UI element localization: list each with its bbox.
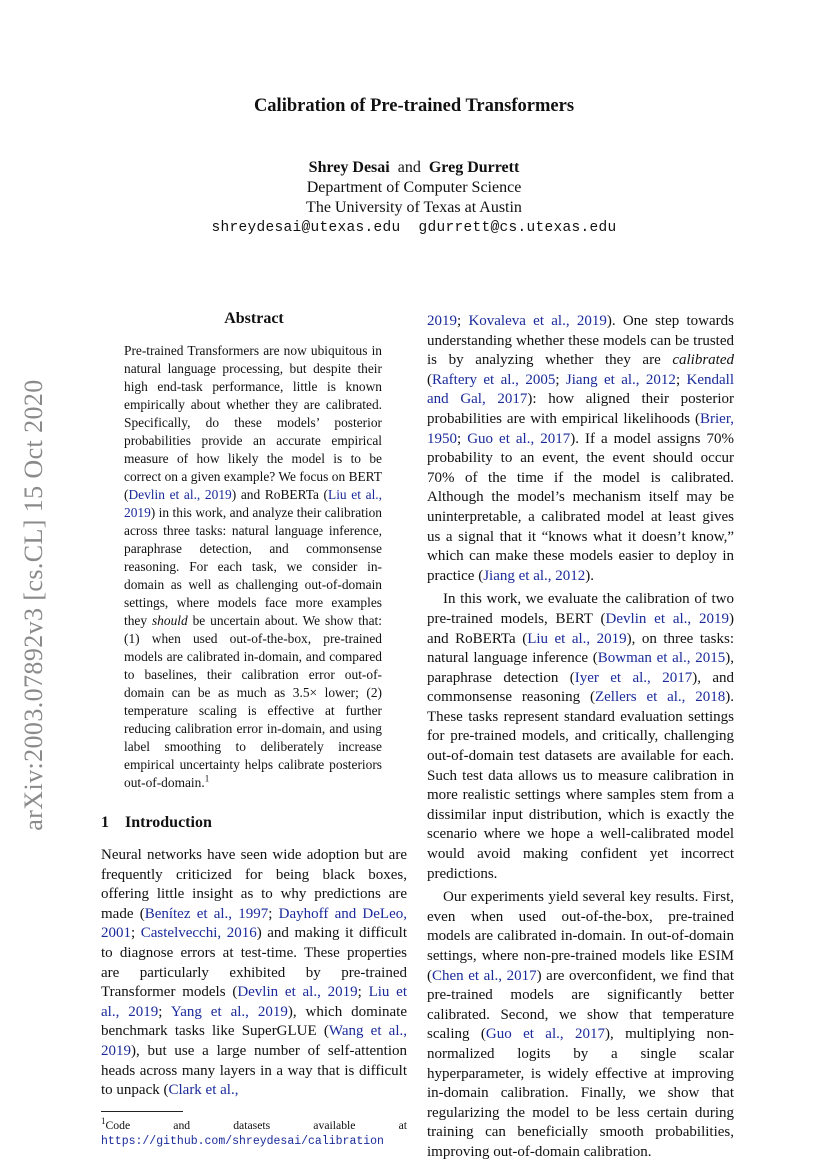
citation-link[interactable]: Liu et al., 2019 [124,487,382,520]
citation-link[interactable]: Bowman et al., 2015 [597,650,726,667]
arxiv-identifier [14,365,54,845]
citation-link[interactable]: Chen et al., 2017 [432,967,537,984]
citation-link[interactable]: Kovaleva et al., 2019 [468,313,607,329]
left-column [101,310,407,1149]
citation-link[interactable]: Liu et al., 2019 [527,630,627,647]
citation-link[interactable]: Guo et al., 2017 [467,430,571,447]
intro-paragraph-1-continued: 2019; Kovaleva et al., 2019). One step towards understanding whether these models can be trusted is by analyzing whether they are calibrated (Raftery et al., 2005; Jiang et al., 2012; Kendall and Gal, 2017): how aligned their posterior probabilities are with empirical likelihoods (Brier, 1950; Guo et al., 2017). If a model assigns 70% probability to an event, the event should occur 70% of the time if the model is calibrated. Although the model’s mechanism itself may be uninterpretable, a calibrated model at least gives us a signal that it “knows what it doesn’t know,” which can make these models easier to deploy in practice (Jiang et al., 2012). [427,313,735,584]
abstract-text: Pre-trained Transformers are now ubiquitous in natural language processing, but despite their high end-task performance, little is known empirically about whether they are calibrated. Specifically, do these models’ posterior probabilities provide an accurate empirical measure of how likely the model is to be correct on a given example? We focus on BERT (Devlin et al., 2019) and RoBERTa (Liu et al., 2019) in this work, and analyze their calibration across three tasks: natural language inference, paraphrase detection, and commonsense reasoning. For each task, we consider in-domain as well as challenging out-of-domain settings, where models face more examples they should be uncertain about. We show that: (1) when used out-of-the-box, pre-trained models are calibrated in-domain, and compared to baselines, their calibration error out-of-domain can be as much as 3.5× lower; (2) temperature scaling is effective at further reducing calibration error in-domain, and using label smoothing to deliberately increase empirical uncertainty helps calibrate posteriors out-of-domain.$^1$ [124,343,382,790]
footnote: $^1$Code and datasets available at https://github.com/shreydesai/calibration [101,1115,407,1148]
citation-link[interactable]: Jiang et al., 2012 [483,567,586,584]
citation-link[interactable]: Devlin et al., 2019 [237,984,358,1001]
citation-link[interactable]: Wang et al., 2019 [101,1023,407,1059]
author-university: The University of Texas at Austin [306,199,522,216]
intro-paragraph-1: Neural networks have seen wide adoption but are frequently criticized for being black boxes, offering little insight as to why predictions are made (Benítez et al., 1997; Dayhoff and DeLeo, 2001; Castelvecchi, 2016) and making it difficult to diagnose errors at test-time. These properties are particularly exhibited by pre-trained Transformer models (Devlin et al., 2019; Liu et al., 2019; Yang et al., 2019), which dominate benchmark tasks like SuperGLUE (Wang et al., 2019), but use a large number of self-attention heads across many layers in a way that is difficult to unpack (Clark et al., [101,847,408,1099]
author-1: Shrey Desai [308,159,390,176]
author-and: and [397,159,421,176]
intro-paragraph-3: Our experiments yield several key results. First, even when used out-of-the-box, pre-trained models are calibrated in-domain. In out-of-domain settings, where non-pre-trained models like ESIM (Chen et al., 2017) are overconfident, we find that pre-trained models are significantly better calibrated. Second, we show that temperature scaling (Guo et al., 2017), multiplying non-normalized logits by a single scalar hyperparameter, is widely effective at improving in-domain calibration. Finally, we show that regularizing the model to be less certain during training can beneficially smooth probabilities, improving out-of-domain calibration. [427,889,735,1160]
right-column [427,312,734,1163]
citation-link[interactable]: Clark et al., [168,1082,239,1099]
section-heading-introduction: 1 Introduction [101,814,212,831]
citation-link[interactable]: Dayhoff and DeLeo, 2001 [101,905,407,942]
citation-link[interactable]: Raftery et al., 2005 [432,371,556,388]
abstract-heading: Abstract [224,310,284,327]
footnote-rule [101,1111,183,1112]
citation-link[interactable]: Zellers et al., 2018 [594,689,726,706]
citation-link[interactable]: Liu et al., 2019 [101,984,408,1020]
citation-link[interactable]: Benítez et al., 1997 [144,905,269,922]
citation-link[interactable]: Guo et al., 2017 [485,1026,605,1043]
author-emails: shreydesai@utexas.edu gdurrett@cs.utexas.edu [211,220,617,236]
citation-link[interactable]: Yang et al., 2019 [170,1003,288,1020]
author-department: Department of Computer Science [306,179,522,196]
author-2: Greg Durrett [428,159,520,176]
citation-link[interactable]: 2019 [427,313,457,329]
paper-title: Calibration of Pre-trained Transformers [253,96,575,116]
author-block [0,158,828,238]
citation-link[interactable]: Iyer et al., 2017 [574,669,693,686]
citation-link[interactable]: Jiang et al., 2012 [565,371,676,388]
author-names [0,158,828,178]
intro-paragraph-2: In this work, we evaluate the calibration of two pre-trained models, BERT (Devlin et al., 2019) and RoBERTa (Liu et al., 2019), on three tasks: natural language inference (Bowman et al., 2015), paraphrase detection (Iyer et al., 2017), and commonsense reasoning (Zellers et al., 2018). These tasks represent standard evaluation settings for pre-trained models, and critically, challenging out-of-domain test datasets are available for each. Such test data allows us to measure calibration in more realistic settings where samples stem from a dissimilar input distribution, which is exactly the scenario where we hope a well-calibrated model would avoid making confident yet incorrect predictions. [427,591,735,882]
citation-link[interactable]: Devlin et al., 2019 [605,610,729,627]
arxiv-id-text: arXiv:2003.07892v3 [cs.CL] 15 Oct 2020 [19,379,48,831]
footnote-url-link[interactable]: https://github.com/shreydesai/calibration [101,1134,384,1148]
citation-link[interactable]: Castelvecchi, 2016 [140,925,257,942]
citation-link[interactable]: Kendall and Gal, 2017 [427,371,734,408]
footnote-marker[interactable]: 1 [204,773,210,784]
citation-link[interactable]: Devlin et al., 2019 [128,487,232,502]
citation-link[interactable]: Brier, 1950 [427,410,734,447]
